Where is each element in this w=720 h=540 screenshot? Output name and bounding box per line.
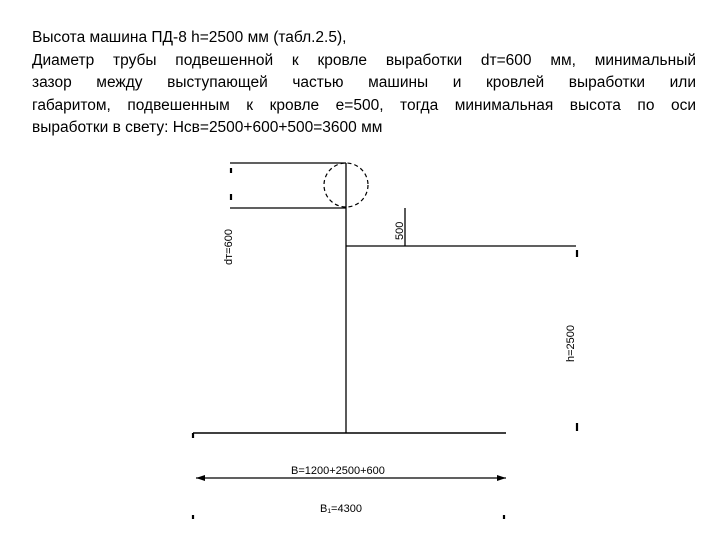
label-h: h=2500 <box>565 324 577 362</box>
label-b: B=1200+2500+600 <box>291 465 385 477</box>
b-arrow-right <box>497 475 506 481</box>
label-dt: dт=600 <box>223 229 235 265</box>
label-b1: B₁=4300 <box>320 503 362 515</box>
text-line-2: Диаметр трубы подвешенной к кровле выработки dт=600 мм, минимальный <box>32 51 696 69</box>
text-line-4: габаритом, подвешенным к кровле е=500, тогда минимальная высота по оси <box>32 96 696 114</box>
text-line-5: выработки в свету: Нсв=2500+600+500=3600 мм <box>32 119 383 136</box>
b-arrow-left <box>196 475 205 481</box>
text-line-3: зазор между выступающей частью машины и кровлей выработки или <box>32 74 696 91</box>
text-line-1: Высота машина ПД-8 h=2500 мм (табл.2.5), <box>32 29 347 46</box>
label-gap-500: 500 <box>394 221 406 240</box>
